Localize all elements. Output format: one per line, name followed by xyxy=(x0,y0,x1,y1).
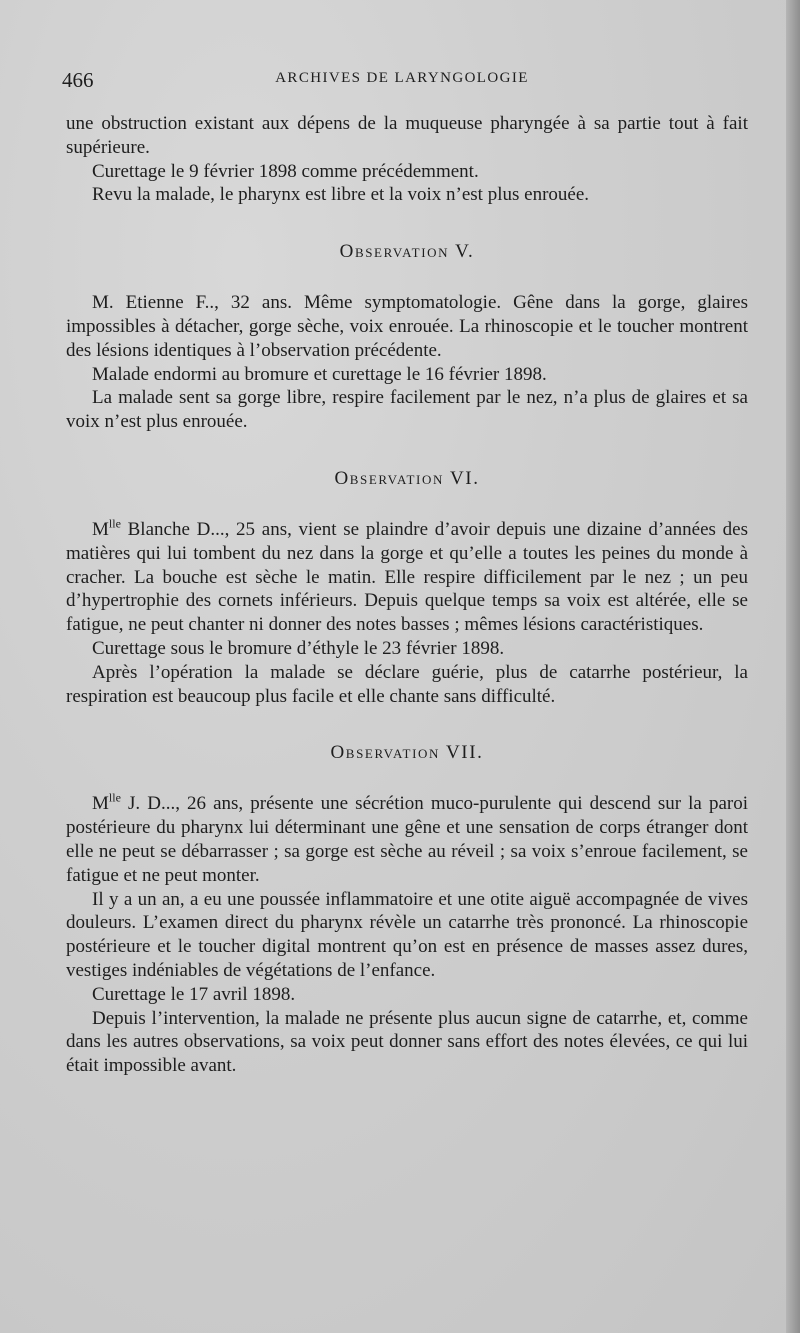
paragraph-continuation: une obstruction existant aux dépens de la muqueuse pharyngée à sa partie tout à fait supérieure. xyxy=(66,113,748,158)
observation-6-text: Blanche D..., 25 ans, vient se plaindre d’avoir depuis une dizaine d’années des matières qui lui tombent du nez dans la gorge et qu’elle a toutes les peines du monde à cracher. La bouche est sèche le matin. Elle respire difficilement par le nez ; un peu d’hypertrophie des cornets inférieurs. Depuis quelque temps sa voix est altérée, elle se fatigue, ne peut chanter ni donner des notes basses ; mêmes lésions caractéristiques. xyxy=(66,518,748,636)
observation-7-text: J. D..., 26 ans, présente une sécrétion muco-purulente qui descend sur la paroi postérieure du pharynx lui déterminant une gêne et une sensation de corps étranger dont elle ne peut se débarrasser ; sa gorge est sèche au réveil ; sa voix s’enroue facilement, se fatigue et ne peut monter. xyxy=(66,793,748,886)
page-edge-shadow xyxy=(786,0,800,1333)
observation-5-paragraph-3: La malade sent sa gorge libre, respire facilement par le nez, n’a plus de glaires et sa voix n’est plus enrouée. xyxy=(66,387,748,433)
observation-5-paragraph-2: Malade endormi au bromure et curettage le 16 février 1898. xyxy=(92,363,547,385)
honorific: M xyxy=(92,793,109,815)
paragraph-curettage: Curettage le 9 février 1898 comme précédemment. xyxy=(92,160,479,182)
page-number: 466 xyxy=(62,68,94,92)
observation-6-paragraph-3: Après l’opération la malade se déclare guérie, plus de catarrhe postérieur, la respiration est beaucoup plus facile et elle chante sans difficulté. xyxy=(66,661,748,707)
honorific: M xyxy=(92,518,109,540)
page-body xyxy=(66,112,748,1078)
observation-7-paragraph-4: Depuis l’intervention, la malade ne présente plus aucun signe de catarrhe, et, comme dans les autres observations, sa voix peut donner sans effort des notes élevées, ce qui lui était impossible avant. xyxy=(66,1007,748,1077)
honorific-superscript: lle xyxy=(108,516,121,531)
running-title: ARCHIVES DE LARYNGOLOGIE xyxy=(275,70,529,86)
observation-7-paragraph-2: Il y a un an, a eu une poussée inflammatoire et une otite aiguë accompagnée de vives douleurs. L’examen direct du pharynx révèle un catarrhe très prononcé. La rhinoscopie postérieure et le toucher digital montrent qu’on est en présence de masses assez dures, vestiges indéniables de végétations de l’enfance. xyxy=(66,888,748,981)
observation-5-title: Observation V. xyxy=(339,241,475,263)
honorific-superscript: lle xyxy=(108,791,121,806)
observation-7-paragraph-3: Curettage le 17 avril 1898. xyxy=(92,983,296,1005)
observation-6-title: Observation VI. xyxy=(334,467,480,489)
observation-7-paragraph-1 xyxy=(66,792,748,887)
observation-5-paragraph-1: M. Etienne F.., 32 ans. Même symptomatologie. Gêne dans la gorge, glaires impossibles à détacher, gorge sèche, voix enrouée. La rhinoscopie et le toucher montrent des lésions identiques à l’observation précédente. xyxy=(66,292,748,361)
observation-6-paragraph-1 xyxy=(66,518,748,637)
observation-7-title: Observation VII. xyxy=(330,742,484,764)
paragraph-revu: Revu la malade, le pharynx est libre et la voix n’est plus enrouée. xyxy=(92,184,590,206)
observation-6-paragraph-2: Curettage sous le bromure d’éthyle le 23 février 1898. xyxy=(92,637,505,659)
page-header xyxy=(62,68,742,94)
